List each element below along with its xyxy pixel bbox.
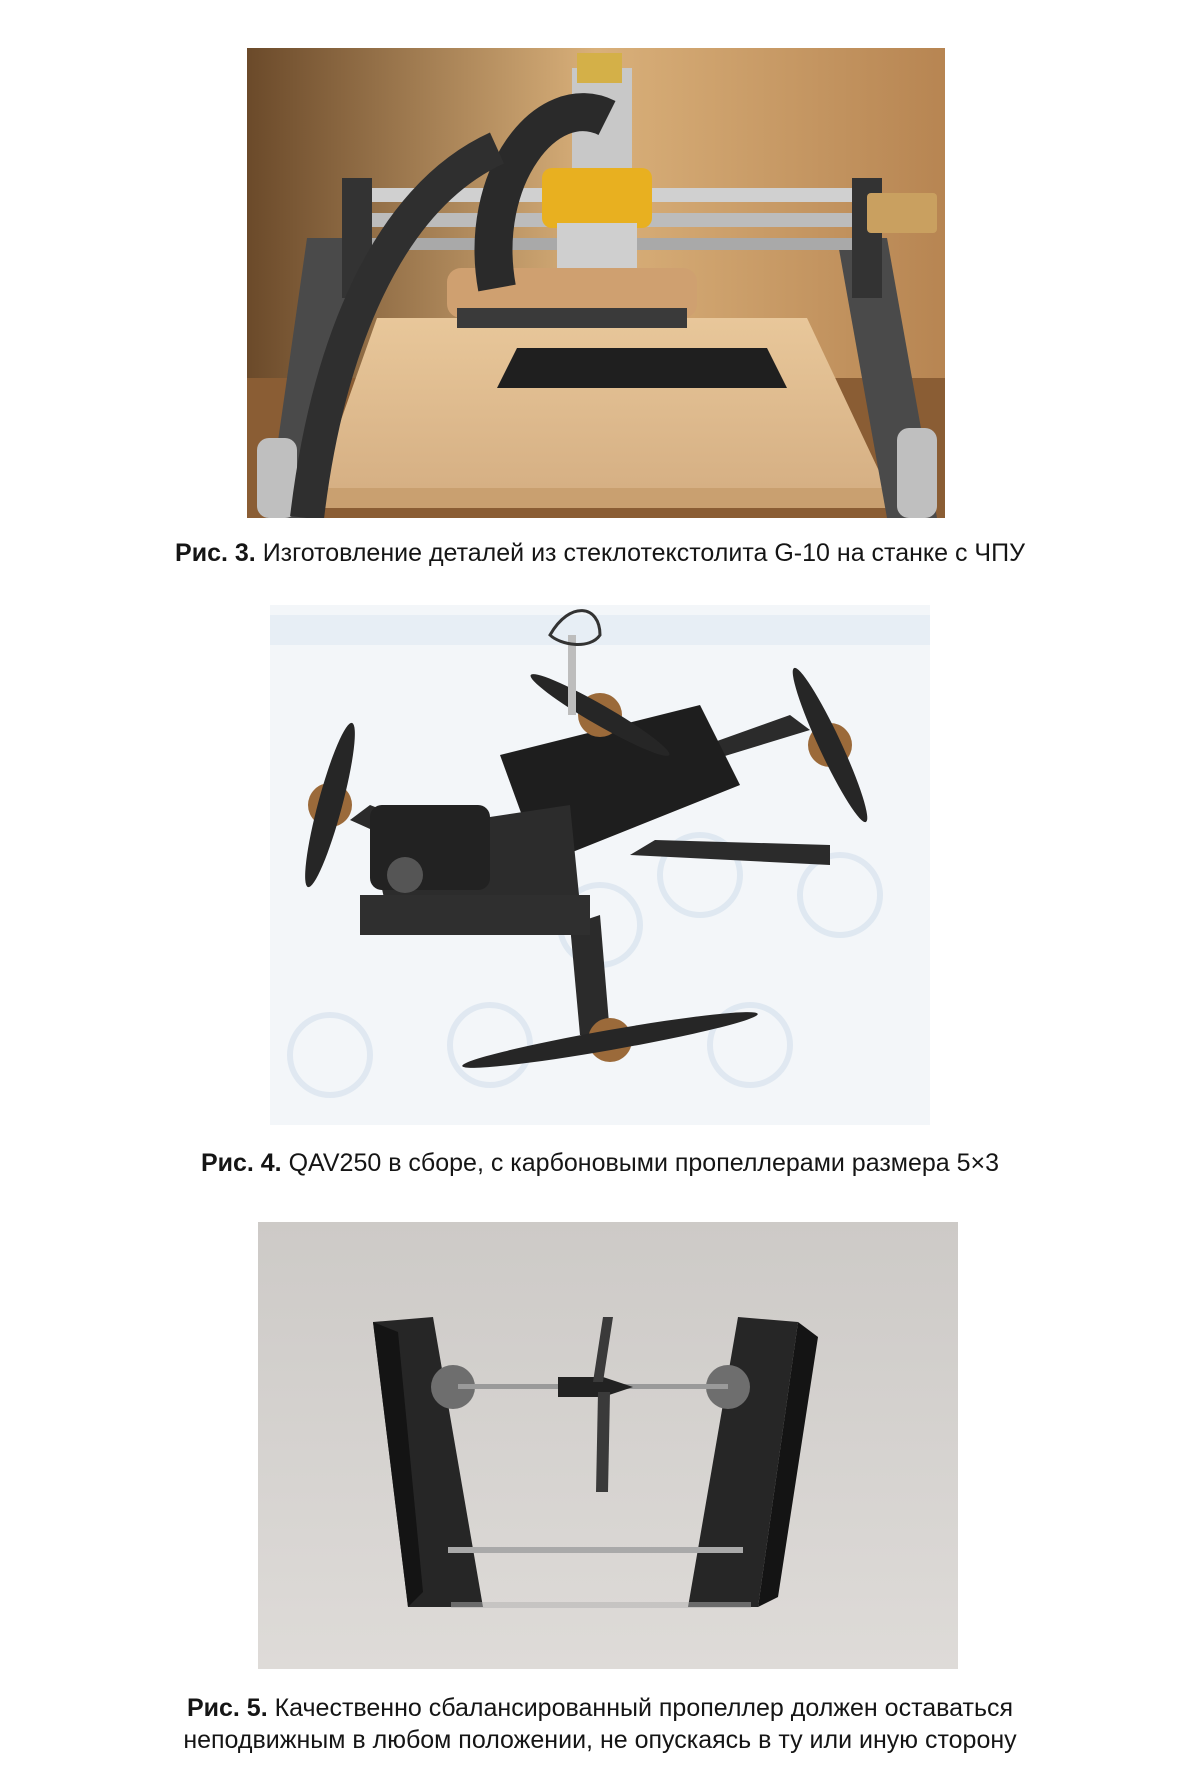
figure-3-caption-text: Изготовление деталей из стеклотекстолита G-10 на станке с ЧПУ [262, 539, 1025, 567]
cnc-router-image [247, 48, 945, 518]
figure-5-photo [258, 1222, 958, 1669]
figure-3-caption [0, 537, 1200, 569]
figure-5-label: Рис. 5. [186, 1694, 268, 1722]
figure-4-caption-text: QAV250 в сборе, с карбоновыми пропеллерами размера 5×3 [288, 1149, 1000, 1177]
figure-3-photo [247, 48, 945, 518]
figure-5-caption-line-2: неподвижным в любом положении, не опускаясь в ту или иную сторону [183, 1726, 1017, 1754]
figure-5-caption-line-1 [0, 1692, 1200, 1724]
figure-4-label: Рис. 4. [200, 1149, 282, 1177]
figure-5-caption [0, 1692, 1200, 1756]
figure-4-caption [0, 1147, 1200, 1179]
figure-5-caption-text-1: Качественно сбалансированный пропеллер должен оставаться [274, 1694, 1014, 1722]
propeller-balancer-image [258, 1222, 958, 1669]
figure-4-photo [270, 605, 930, 1125]
quadcopter-image [270, 605, 930, 1125]
figure-3-label: Рис. 3. [175, 539, 256, 567]
